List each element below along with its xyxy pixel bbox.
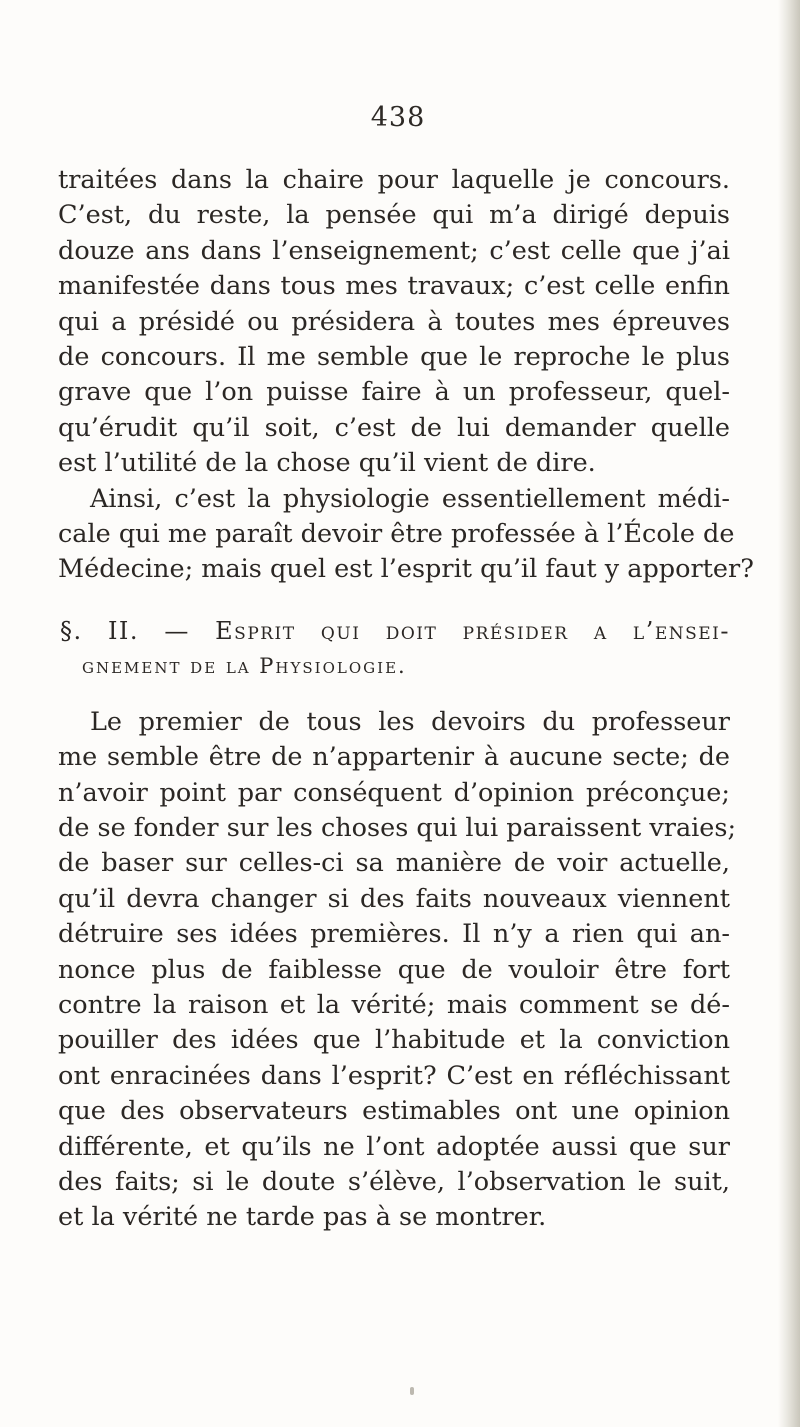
- text-line: ont enracinées dans l’esprit? C’est en réfléchissant: [58, 1060, 730, 1091]
- text-line: est l’utilité de la chose qu’il vient de dire.: [58, 448, 596, 479]
- text-line: traitées dans la chaire pour laquelle je concours.: [58, 165, 730, 195]
- page-number: 438: [370, 102, 426, 133]
- paragraph-2-cont: [58, 517, 754, 588]
- text-line: des faits; si le doute s’élève, l’observation le suit,: [58, 1166, 730, 1197]
- text-line: contre la raison et la vérité; mais comment se dé-: [58, 989, 730, 1020]
- text-line: détruire ses idées premières. Il n’y a rien qui an-: [58, 919, 730, 950]
- text-line: qui a présidé ou présidera à toutes mes épreuves: [58, 306, 730, 337]
- text-line: de se fonder sur les choses qui lui paraissent vraies;: [58, 812, 737, 843]
- text-line: Médecine; mais quel est l’esprit qu’il faut y apporter?: [58, 554, 754, 585]
- text-line: n’avoir point par conséquent d’opinion préconçue;: [58, 777, 730, 808]
- paper-speck: [410, 1387, 414, 1395]
- section-heading: [58, 614, 730, 685]
- text-line: Le premier de tous les devoirs du professeur: [90, 706, 730, 737]
- page-edge-shadow: [778, 0, 800, 1427]
- text-line: de baser sur celles-ci sa manière de voir actuelle,: [58, 848, 730, 879]
- text-line: grave que l’on puisse faire à un professeur, quel-: [58, 377, 730, 408]
- text-line: cale qui me paraît devoir être professée à l’École de: [58, 519, 735, 550]
- paragraph-2: [58, 482, 730, 517]
- paragraph-3: [58, 705, 730, 740]
- text-line: manifestée dans tous mes travaux; c’est celle enfin: [58, 271, 730, 302]
- section-heading-line: §. II. — Esprit qui doit présider a l’ensei-: [60, 616, 730, 645]
- text-line: nonce plus de faiblesse que de vouloir être fort: [58, 954, 730, 985]
- text-line: pouiller des idées que l’habitude et la conviction: [58, 1025, 730, 1056]
- spacer: [58, 588, 730, 614]
- text-line: et la vérité ne tarde pas à se montrer.: [58, 1202, 547, 1233]
- body-text: [58, 163, 754, 1236]
- text-line: que des observateurs estimables ont une opinion: [58, 1096, 730, 1127]
- section-heading-line: gnement de la Physiologie.: [82, 654, 407, 679]
- spacer: [58, 685, 730, 705]
- text-line: me semble être de n’appartenir à aucune secte; de: [58, 742, 730, 773]
- text-line: douze ans dans l’enseignement; c’est celle que j’ai: [58, 235, 730, 266]
- text-line: différente, et qu’ils ne l’ont adoptée aussi que sur: [58, 1131, 730, 1162]
- text-line: C’est, du reste, la pensée qui m’a dirigé depuis: [58, 200, 730, 231]
- paragraph-3-cont: [58, 740, 737, 1236]
- text-line: qu’il devra changer si des faits nouveaux viennent: [58, 883, 730, 914]
- paragraph-1: [58, 163, 730, 482]
- text-line: Ainsi, c’est la physiologie essentiellement médi-: [90, 483, 730, 514]
- text-line: qu’érudit qu’il soit, c’est de lui demander quelle: [58, 412, 730, 443]
- text-line: de concours. Il me semble que le reproche le plus: [58, 342, 730, 373]
